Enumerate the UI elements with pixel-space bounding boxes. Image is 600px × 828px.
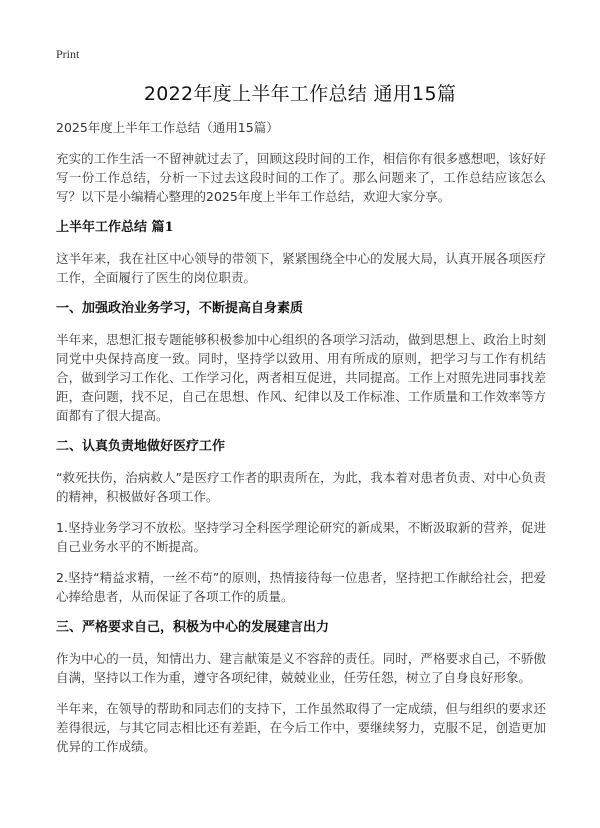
paragraph-6: 半年来，在领导的帮助和同志们的支持下，工作虽然取得了一定成绩，但与组织的要求还差得很远，与其它同志相比还有差距，在今后工作中，要继续努力，克服不足，创造更加优异的工作成绩。 [56, 701, 546, 754]
section-title: 上半年工作总结 篇1 [56, 220, 174, 235]
heading-3: 三、严格要求自己，积极为中心的发展建言出力 [56, 620, 330, 635]
intro-paragraph: 充实的工作生活一不留神就过去了，回顾这段时间的工作，相信你有很多感想吧，该好好写一份工作总结，分析一下过去这段时间的工作了。那么问题来了，工作总结应该怎么写？以下是小编精心整理的2025年度上半年工作总结，欢迎大家分享。 [56, 151, 546, 204]
document-subtitle: 2025年度上半年工作总结（通用15篇） [56, 120, 279, 135]
print-label[interactable]: Print [56, 47, 80, 61]
section-intro-paragraph: 这半年来，我在社区中心领导的带领下，紧紧围绕全中心的发展大局，认真开展各项医疗工作，全面履行了医生的岗位职责。 [56, 251, 546, 285]
paragraph-3: 1.坚持业务学习不放松。坚持学习全科医学理论研究的新成果，不断汲取新的营养，促进自己业务水平的不断提高。 [56, 520, 546, 554]
paragraph-1: 半年来，思想汇报专题能够积极参加中心组织的各项学习活动，做到思想上、政治上时刻同党中央保持高度一致。同时，坚持学以致用、用有所成的原则，把学习与工作有机结合，做到学习工作化、工作学习化，两者相互促进，共同提高。工作上对照先进同事找差距，查问题，找不足，自己在思想、作风、纪律以及工作标准、工作质量和工作效率等方面都有了很大提高。 [56, 332, 546, 423]
heading-1: 一、加强政治业务学习，不断提高自身素质 [56, 301, 304, 316]
paragraph-4: 2.坚持“精益求精，一丝不苟”的原则，热情接待每一位患者，坚持把工作献给社会，把爱心捧给患者，从而保证了各项工作的质量。 [56, 570, 546, 604]
paragraph-5: 作为中心的一员，知情出力、建言献策是义不容辞的责任。同时，严格要求自己，不骄傲自满，坚持以工作为重，遵守各项纪律，兢兢业业，任劳任怨，树立了自身良好形象。 [56, 651, 546, 685]
page-title: 2022年度上半年工作总结 通用15篇 [143, 83, 457, 105]
paragraph-2: “救死扶伤，治病救人”是医疗工作者的职责所在，为此，我本着对患者负责、对中心负责的精神，积极做好各项工作。 [56, 470, 546, 504]
heading-2: 二、认真负责地做好医疗工作 [56, 439, 226, 454]
document-body [56, 118, 546, 768]
